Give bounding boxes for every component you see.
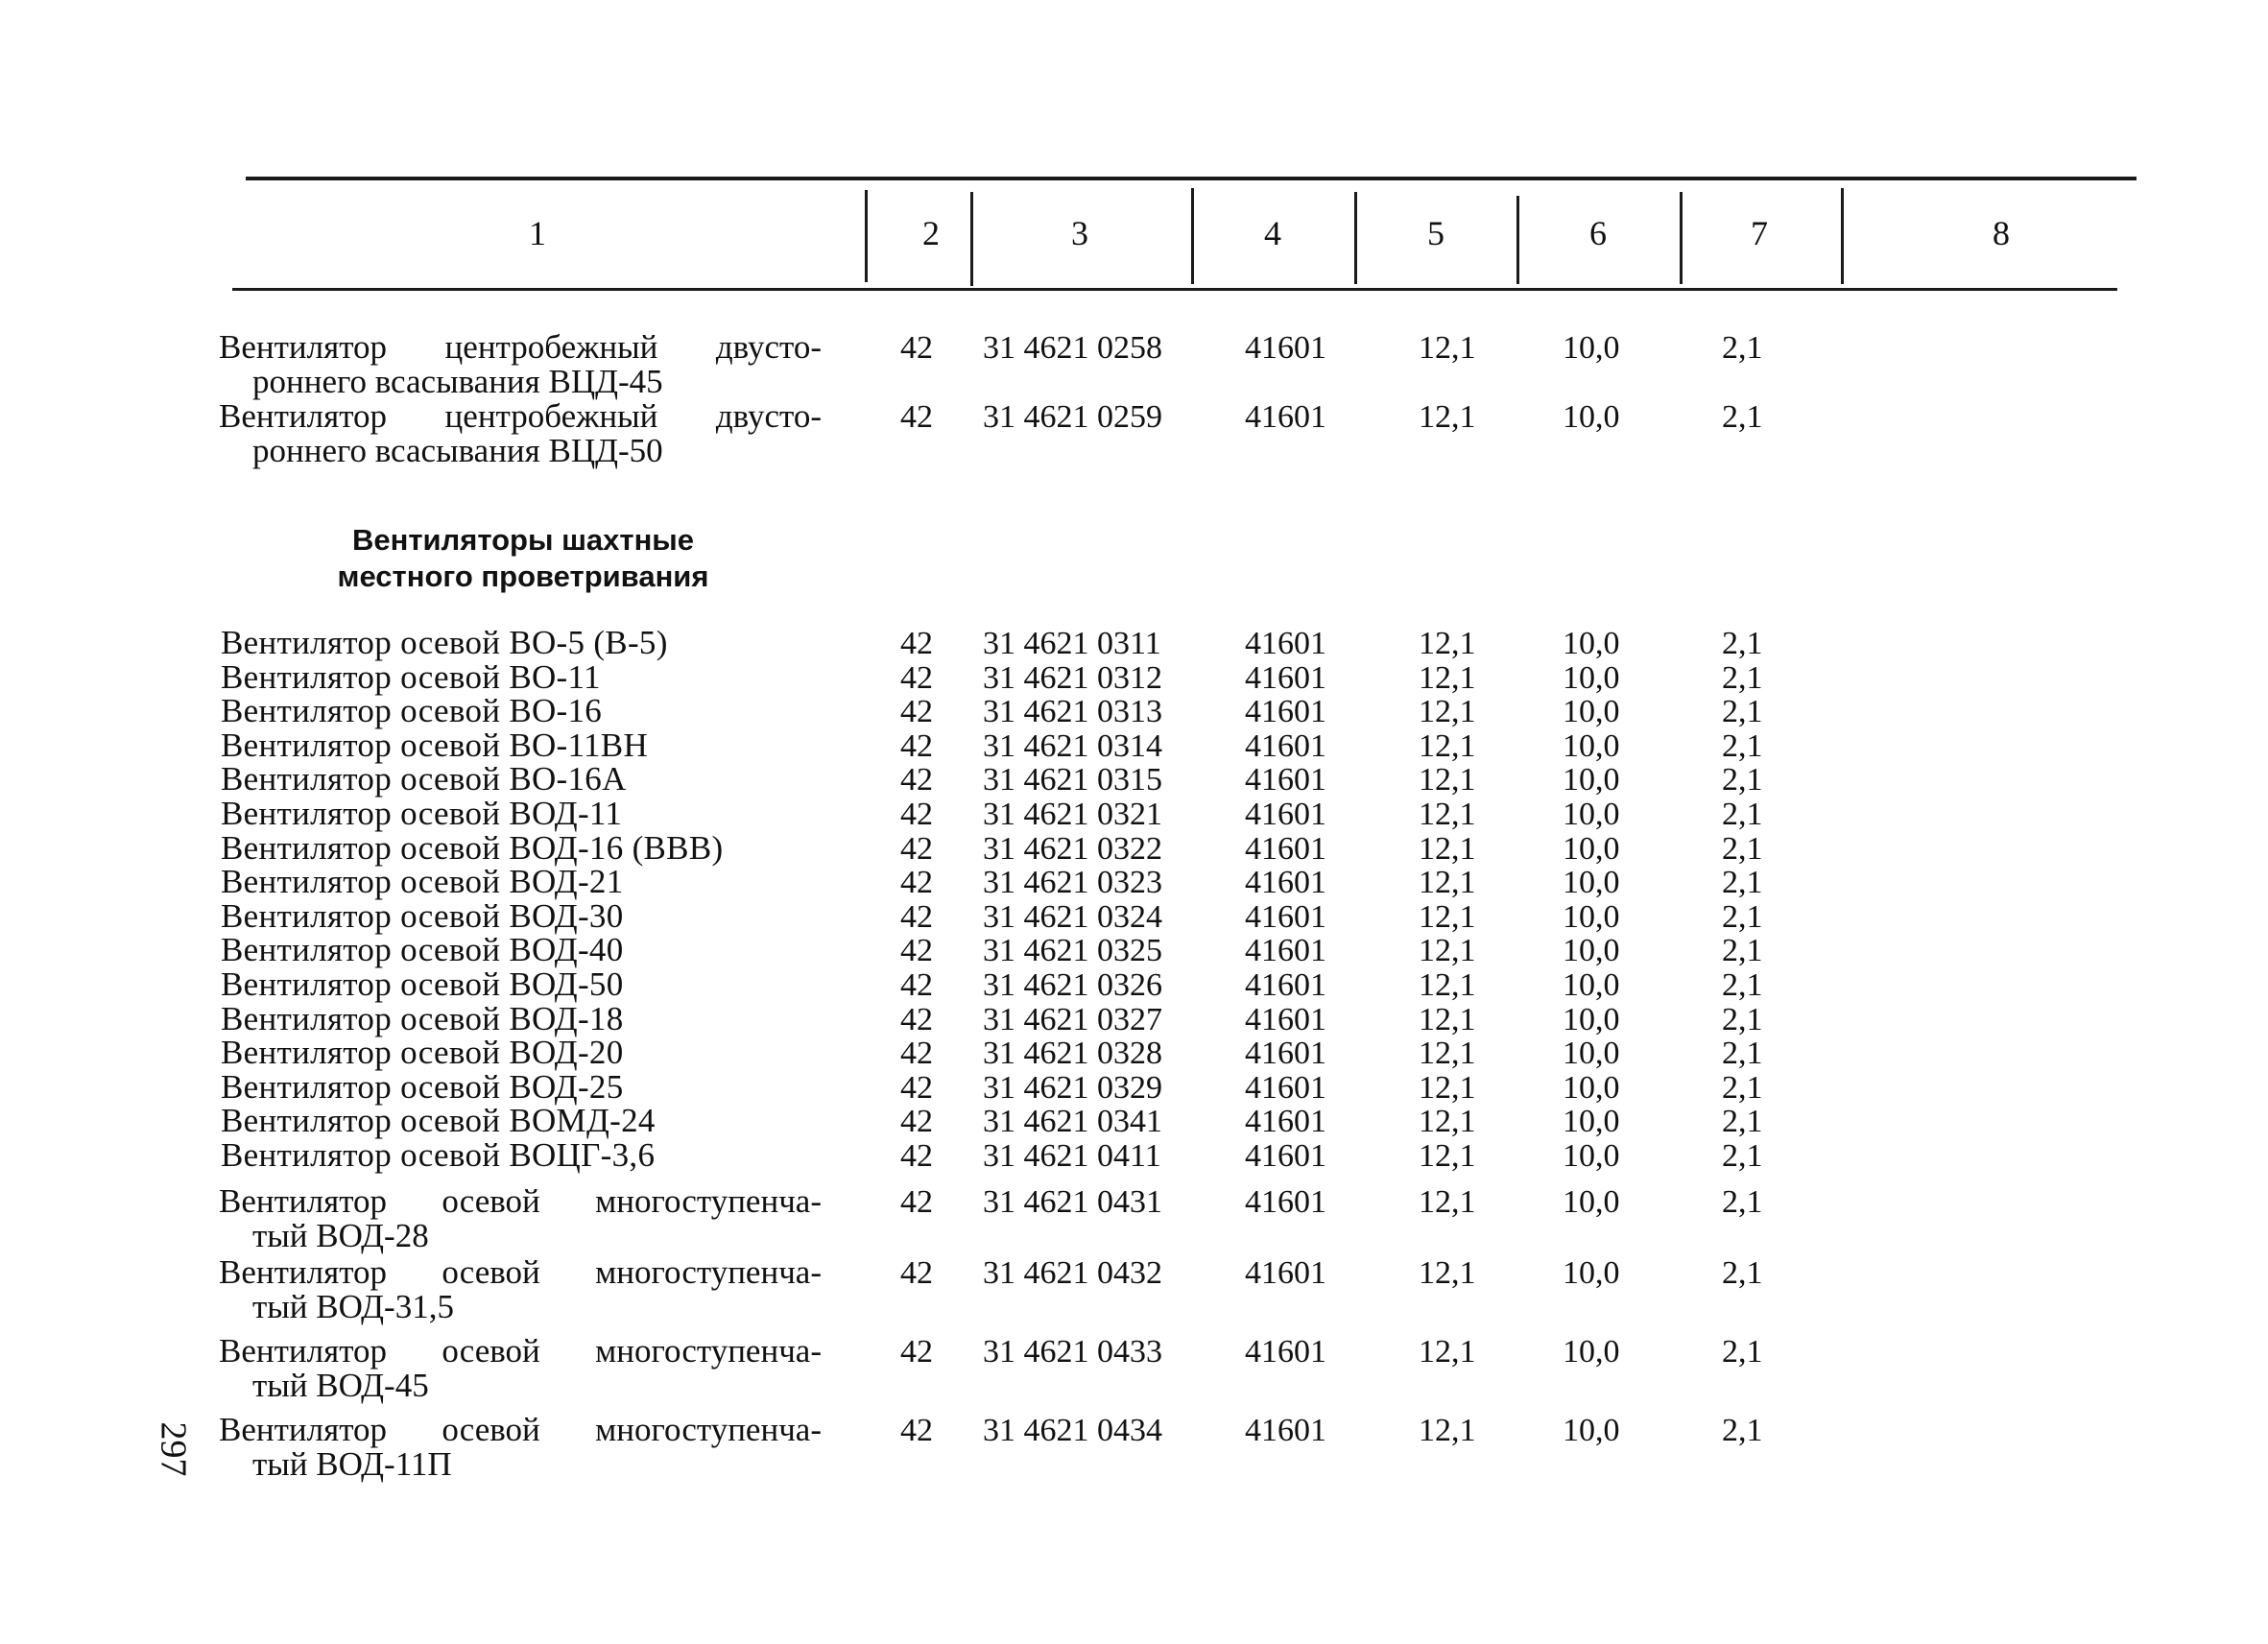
cell-col5: 12,1: [1419, 899, 1476, 935]
cell-col5: 12,1: [1419, 1184, 1476, 1220]
cell-col3: 31 4621 0431: [983, 1184, 1162, 1220]
cell-col3: 31 4621 0313: [983, 694, 1162, 729]
cell-col3: 31 4621 0323: [983, 865, 1162, 900]
column-divider: [1841, 188, 1844, 284]
row-name: Вентилятор осевой ВОД-21: [221, 863, 624, 900]
cell-col2: 42: [900, 933, 933, 968]
cell-col3: 31 4621 0312: [983, 660, 1162, 696]
name-word: осевой: [442, 1182, 540, 1220]
cell-col4: 41601: [1245, 1255, 1326, 1291]
cell-col2: 42: [900, 694, 933, 729]
cell-col4: 41601: [1245, 1413, 1326, 1448]
cell-col7: 2,1: [1722, 694, 1763, 729]
cell-col2: 42: [900, 1413, 933, 1448]
name-word: Вентилятор: [219, 1332, 388, 1370]
cell-col6: 10,0: [1563, 967, 1620, 1003]
cell-col5: 12,1: [1419, 626, 1476, 661]
cell-col2: 42: [900, 1002, 933, 1037]
cell-col5: 12,1: [1419, 1104, 1476, 1139]
row-name-line2: тый ВОД-45: [252, 1367, 429, 1404]
name-word: Вентилятор: [219, 1253, 388, 1291]
section-heading-line2: местного проветривания: [337, 560, 709, 593]
cell-col5: 12,1: [1419, 797, 1476, 832]
name-word: осевой: [442, 1332, 540, 1370]
name-word: осевой: [442, 1411, 540, 1448]
cell-col5: 12,1: [1419, 1070, 1476, 1106]
cell-col6: 10,0: [1563, 797, 1620, 832]
cell-col4: 41601: [1245, 865, 1326, 900]
section-heading-line1: Вентиляторы шахтные: [351, 523, 695, 557]
cell-col2: 42: [900, 660, 933, 696]
row-name: Вентилятор осевой ВОД-18: [221, 1000, 624, 1037]
cell-col6: 10,0: [1563, 1334, 1620, 1370]
cell-col5: 12,1: [1419, 865, 1476, 900]
cell-col6: 10,0: [1563, 330, 1620, 366]
cell-col3: 31 4621 0326: [983, 967, 1162, 1003]
cell-col7: 2,1: [1722, 865, 1763, 900]
cell-col2: 42: [900, 1104, 933, 1139]
row-name: Вентилятор осевой ВО-16: [221, 692, 603, 729]
cell-col4: 41601: [1245, 694, 1326, 729]
column-header: 1: [529, 214, 546, 252]
cell-col4: 41601: [1245, 626, 1326, 661]
row-name: Вентилятор осевой ВО-5 (В-5): [221, 624, 668, 661]
cell-col7: 2,1: [1722, 1413, 1763, 1448]
cell-col6: 10,0: [1563, 660, 1620, 696]
row-name: Вентилятор осевой ВО-11ВН: [221, 727, 649, 764]
column-divider: [1680, 192, 1683, 284]
cell-col7: 2,1: [1722, 899, 1763, 935]
cell-col2: 42: [900, 899, 933, 935]
row-name: Вентилятор осевой ВОД-50: [221, 965, 624, 1003]
cell-col5: 12,1: [1419, 330, 1476, 366]
cell-col4: 41601: [1245, 899, 1326, 935]
cell-col6: 10,0: [1563, 899, 1620, 935]
section-heading: [317, 522, 729, 595]
row-name-line2: тый ВОД-11П: [252, 1445, 452, 1483]
row-name-line2: тый ВОД-31,5: [252, 1288, 454, 1325]
cell-col7: 2,1: [1722, 1138, 1763, 1174]
header-bottom-rule: [232, 288, 2117, 291]
cell-col3: 31 4621 0411: [983, 1138, 1161, 1174]
row-name-line1: Вентилятор центробежный двусто-: [219, 328, 822, 366]
cell-col5: 12,1: [1419, 399, 1476, 435]
cell-col7: 2,1: [1722, 1184, 1763, 1220]
cell-col5: 12,1: [1419, 762, 1476, 798]
cell-col7: 2,1: [1722, 399, 1763, 435]
column-divider: [1516, 196, 1519, 284]
cell-col2: 42: [900, 728, 933, 764]
cell-col6: 10,0: [1563, 694, 1620, 729]
column-header: 5: [1427, 214, 1444, 252]
cell-col5: 12,1: [1419, 1334, 1476, 1370]
row-name: Вентилятор осевой ВОД-30: [221, 897, 624, 935]
column-header: 6: [1589, 214, 1607, 252]
cell-col7: 2,1: [1722, 1104, 1763, 1139]
cell-col3: 31 4621 0315: [983, 762, 1162, 798]
cell-col5: 12,1: [1419, 1255, 1476, 1291]
cell-col7: 2,1: [1722, 1002, 1763, 1037]
cell-col2: 42: [900, 1138, 933, 1174]
cell-col6: 10,0: [1563, 933, 1620, 968]
cell-col2: 42: [900, 1334, 933, 1370]
cell-col2: 42: [900, 797, 933, 832]
cell-col3: 31 4621 0321: [983, 797, 1162, 832]
cell-col5: 12,1: [1419, 967, 1476, 1003]
row-name: Вентилятор осевой ВОД-40: [221, 931, 624, 968]
cell-col2: 42: [900, 1255, 933, 1291]
cell-col3: 31 4621 0433: [983, 1334, 1162, 1370]
cell-col6: 10,0: [1563, 1002, 1620, 1037]
row-name-line1: Вентилятор центробежный двусто-: [219, 397, 822, 435]
column-divider: [1191, 188, 1194, 284]
cell-col7: 2,1: [1722, 1255, 1763, 1291]
row-name-line1: [219, 1332, 822, 1370]
cell-col4: 41601: [1245, 1070, 1326, 1106]
cell-col6: 10,0: [1563, 626, 1620, 661]
cell-col6: 10,0: [1563, 1036, 1620, 1071]
column-header: 7: [1751, 214, 1768, 252]
name-word: многоступенча-: [595, 1411, 822, 1448]
column-header: 3: [1071, 214, 1088, 252]
row-name: Вентилятор осевой ВОЦГ-3,6: [221, 1136, 656, 1174]
row-name: Вентилятор осевой ВОД-11: [221, 795, 623, 832]
cell-col4: 41601: [1245, 330, 1326, 366]
cell-col2: 42: [900, 865, 933, 900]
cell-col3: 31 4621 0258: [983, 330, 1162, 366]
cell-col2: 42: [900, 626, 933, 661]
cell-col5: 12,1: [1419, 694, 1476, 729]
cell-col7: 2,1: [1722, 933, 1763, 968]
cell-col7: 2,1: [1722, 967, 1763, 1003]
cell-col2: 42: [900, 831, 933, 867]
cell-col4: 41601: [1245, 762, 1326, 798]
cell-col6: 10,0: [1563, 399, 1620, 435]
table-top-rule: [246, 177, 2137, 180]
cell-col3: 31 4621 0325: [983, 933, 1162, 968]
cell-col3: 31 4621 0341: [983, 1104, 1162, 1139]
row-name: Вентилятор осевой ВОМД-24: [221, 1102, 656, 1139]
row-name: Вентилятор осевой ВО-16А: [221, 760, 627, 798]
cell-col4: 41601: [1245, 660, 1326, 696]
column-header: 2: [922, 214, 940, 252]
cell-col4: 41601: [1245, 831, 1326, 867]
name-word: многоступенча-: [595, 1182, 822, 1220]
cell-col2: 42: [900, 967, 933, 1003]
cell-col6: 10,0: [1563, 1070, 1620, 1106]
cell-col3: 31 4621 0434: [983, 1413, 1162, 1448]
row-name-line1: [219, 1253, 822, 1292]
cell-col6: 10,0: [1563, 762, 1620, 798]
cell-col2: 42: [900, 1184, 933, 1220]
cell-col7: 2,1: [1722, 1036, 1763, 1071]
cell-col6: 10,0: [1563, 1255, 1620, 1291]
cell-col3: 31 4621 0329: [983, 1070, 1162, 1106]
name-word: многоступенча-: [595, 1332, 822, 1370]
name-word: осевой: [442, 1253, 540, 1291]
row-name-line2: роннего всасывания ВЦД-45: [252, 363, 663, 400]
cell-col3: 31 4621 0328: [983, 1036, 1162, 1071]
cell-col3: 31 4621 0311: [983, 626, 1161, 661]
cell-col7: 2,1: [1722, 1070, 1763, 1106]
cell-col3: 31 4621 0259: [983, 399, 1162, 435]
cell-col3: 31 4621 0432: [983, 1255, 1162, 1291]
cell-col5: 12,1: [1419, 831, 1476, 867]
cell-col7: 2,1: [1722, 626, 1763, 661]
row-name: Вентилятор осевой ВО-11: [221, 658, 601, 696]
cell-col4: 41601: [1245, 1138, 1326, 1174]
cell-col4: 41601: [1245, 1104, 1326, 1139]
cell-col5: 12,1: [1419, 1413, 1476, 1448]
cell-col4: 41601: [1245, 797, 1326, 832]
cell-col6: 10,0: [1563, 831, 1620, 867]
cell-col5: 12,1: [1419, 1138, 1476, 1174]
cell-col4: 41601: [1245, 728, 1326, 764]
column-divider: [970, 192, 973, 286]
cell-col4: 41601: [1245, 967, 1326, 1003]
cell-col6: 10,0: [1563, 1138, 1620, 1174]
row-name: Вентилятор осевой ВОД-25: [221, 1068, 624, 1106]
cell-col3: 31 4621 0314: [983, 728, 1162, 764]
row-name: Вентилятор осевой ВОД-16 (ВВВ): [221, 829, 724, 867]
row-name-line2: роннего всасывания ВЦД-50: [252, 432, 663, 469]
cell-col2: 42: [900, 1070, 933, 1106]
row-name-line1: [219, 1182, 822, 1221]
column-divider: [865, 190, 868, 282]
cell-col4: 41601: [1245, 1184, 1326, 1220]
row-name: Вентилятор осевой ВОД-20: [221, 1034, 624, 1071]
cell-col2: 42: [900, 399, 933, 435]
row-name-line2: тый ВОД-28: [252, 1217, 429, 1254]
cell-col2: 42: [900, 330, 933, 366]
column-header: 8: [1993, 214, 2010, 252]
cell-col6: 10,0: [1563, 865, 1620, 900]
cell-col7: 2,1: [1722, 797, 1763, 832]
row-name-line1: [219, 1411, 822, 1449]
cell-col4: 41601: [1245, 1036, 1326, 1071]
cell-col5: 12,1: [1419, 1036, 1476, 1071]
cell-col6: 10,0: [1563, 1104, 1620, 1139]
cell-col4: 41601: [1245, 933, 1326, 968]
cell-col7: 2,1: [1722, 1334, 1763, 1370]
cell-col6: 10,0: [1563, 1413, 1620, 1448]
cell-col3: 31 4621 0324: [983, 899, 1162, 935]
cell-col6: 10,0: [1563, 1184, 1620, 1220]
cell-col4: 41601: [1245, 1334, 1326, 1370]
cell-col7: 2,1: [1722, 762, 1763, 798]
cell-col5: 12,1: [1419, 660, 1476, 696]
cell-col4: 41601: [1245, 1002, 1326, 1037]
name-word: Вентилятор: [219, 1182, 388, 1220]
column-divider: [1354, 192, 1357, 284]
cell-col3: 31 4621 0327: [983, 1002, 1162, 1037]
cell-col7: 2,1: [1722, 330, 1763, 366]
cell-col4: 41601: [1245, 399, 1326, 435]
cell-col7: 2,1: [1722, 660, 1763, 696]
name-word: Вентилятор: [219, 1411, 388, 1448]
cell-col5: 12,1: [1419, 933, 1476, 968]
cell-col7: 2,1: [1722, 831, 1763, 867]
cell-col3: 31 4621 0322: [983, 831, 1162, 867]
cell-col2: 42: [900, 1036, 933, 1071]
cell-col5: 12,1: [1419, 1002, 1476, 1037]
cell-col5: 12,1: [1419, 728, 1476, 764]
column-header: 4: [1264, 214, 1281, 252]
cell-col2: 42: [900, 762, 933, 798]
page-number: 297: [153, 1421, 194, 1477]
cell-col7: 2,1: [1722, 728, 1763, 764]
cell-col6: 10,0: [1563, 728, 1620, 764]
name-word: многоступенча-: [595, 1253, 822, 1291]
